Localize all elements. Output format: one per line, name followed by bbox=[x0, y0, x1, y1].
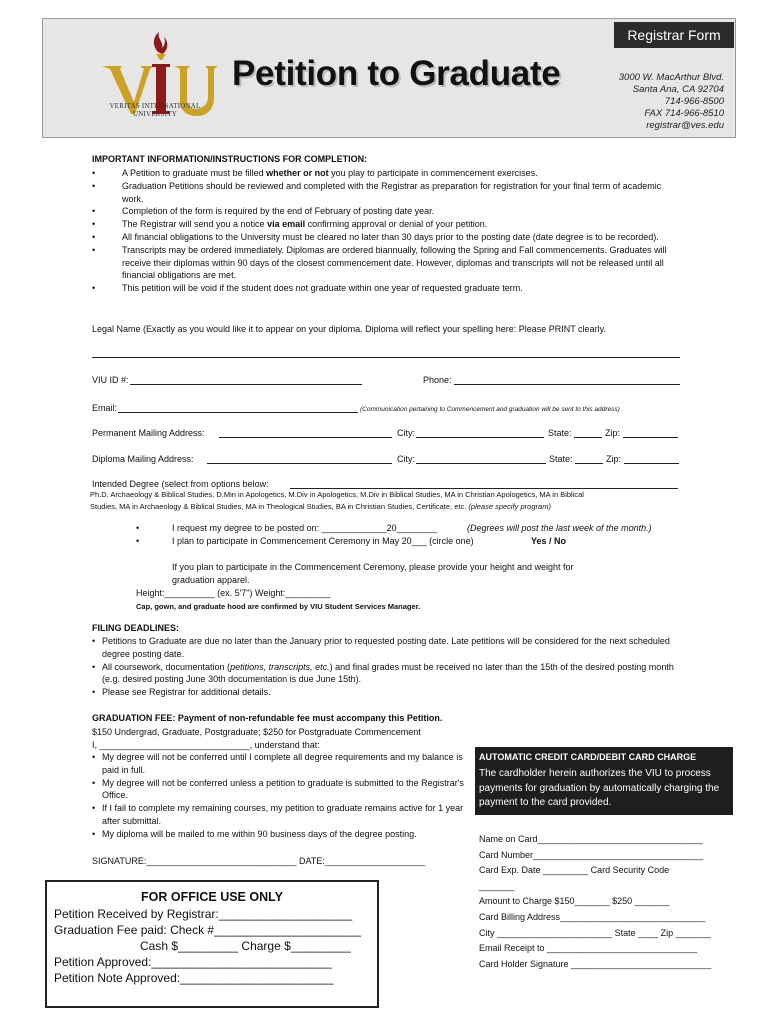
amount-to-charge-field[interactable]: Amount to Charge $150_______ $250 _______ bbox=[479, 896, 670, 907]
legal-name-field[interactable] bbox=[92, 357, 680, 358]
diploma-zip-label: Zip: bbox=[606, 454, 622, 464]
logo-university-name: VERITAS INTERNATIONAL UNIVERSITY bbox=[109, 102, 201, 118]
phone-field[interactable] bbox=[454, 384, 680, 385]
credit-card-authorization: The cardholder herein authorizes the VIU to process payments for graduation by automatically charging the payment to the card provided. bbox=[479, 768, 720, 809]
card-number-field[interactable]: Card Number__________________________________ bbox=[479, 849, 704, 860]
diploma-city-field[interactable] bbox=[416, 463, 546, 464]
instruction-item: • Completion of the form is required by the end of February of posting date year. bbox=[92, 205, 682, 218]
email-receipt-field[interactable]: Email Receipt to ______________________________ bbox=[479, 943, 698, 954]
instructions-list bbox=[92, 167, 682, 295]
office-row[interactable]: Petition Received by Registrar:____________________ bbox=[54, 907, 353, 921]
diploma-address-label: Diploma Mailing Address: bbox=[92, 454, 194, 464]
billing-address-field[interactable]: Card Billing Address_____________________________ bbox=[479, 911, 706, 922]
fee-term-item: • My diploma will be mailed to me within 90 business days of the degree posting. bbox=[92, 828, 466, 841]
yes-no-choice[interactable]: Yes / No bbox=[531, 536, 567, 546]
bullet: • bbox=[136, 536, 140, 546]
phone-label: Phone: bbox=[423, 375, 452, 385]
office-row[interactable]: Petition Approved:___________________________ bbox=[54, 955, 332, 969]
height-weight-instruction: If you plan to participate in the Commencement Ceremony, please provide your height and weight for bbox=[172, 562, 574, 572]
fee-understand-line[interactable]: I, ______________________________, understand that: bbox=[92, 740, 320, 750]
permanent-city-label: City: bbox=[397, 428, 415, 438]
permanent-zip-field[interactable] bbox=[623, 437, 678, 438]
permanent-zip-label: Zip: bbox=[605, 428, 621, 438]
address-line: 714-966-8500 bbox=[664, 96, 724, 107]
instruction-item: • The Registrar will send you a notice via email confirming approval or denial of your petition. bbox=[92, 218, 682, 231]
address-line: 3000 W. MacArthur Blvd. bbox=[618, 72, 724, 83]
graduation-fee-title: GRADUATION FEE: Payment of non-refundable fee must accompany this Petition. bbox=[92, 713, 443, 723]
deadline-item: • Please see Registrar for additional details. bbox=[92, 686, 682, 699]
legal-name-label: Legal Name (Exactly as you would like it to appear on your diploma. Diploma will reflect your spelling here: Please PRINT clearly. bbox=[92, 324, 606, 334]
deadline-item: • All coursework, documentation (petitions, transcripts, etc.) and final grades must be received no later than the 15th of the desired posting month (e.g. desired posting June 30th documentation is due June 15th). bbox=[92, 661, 682, 687]
signature-date-line[interactable]: SIGNATURE:______________________________ DATE:____________________ bbox=[92, 856, 425, 866]
office-row[interactable]: Petition Note Approved:_______________________ bbox=[54, 971, 334, 985]
card-holder-signature-field[interactable]: Card Holder Signature ____________________________ bbox=[479, 958, 712, 969]
degree-options-line: Studies, MA in Archaeology & Biblical Studies, MA in Theological Studies, BA in Christian Studies, Certificate, etc. (please specify program) bbox=[90, 502, 551, 511]
cap-gown-note: Cap, gown, and graduate hood are confirmed by VIU Student Services Manager. bbox=[136, 602, 421, 611]
instruction-item: • Graduation Petitions should be reviewed and completed with the Registrar as preparation for registration for your final term of academic work. bbox=[92, 180, 682, 206]
card-exp-field[interactable]: Card Exp. Date _________ Card Security Code bbox=[479, 865, 670, 876]
billing-city-state-zip-field[interactable]: City _______________________ State ____ Zip _______ bbox=[479, 927, 711, 938]
email-field[interactable] bbox=[118, 412, 358, 413]
office-use-title: FOR OFFICE USE ONLY bbox=[141, 890, 283, 904]
diploma-address-field[interactable] bbox=[207, 463, 392, 464]
diploma-zip-field[interactable] bbox=[624, 463, 679, 464]
fee-term-item: • My degree will not be conferred until I complete all degree requirements and my balance is paid in full. bbox=[92, 751, 466, 777]
fee-term-item: • My degree will not be conferred unless a petition to graduate is submitted to the Registrar's Office. bbox=[92, 777, 466, 803]
filing-deadlines-title: FILING DEADLINES: bbox=[92, 623, 179, 633]
intended-degree-label: Intended Degree (select from options below: bbox=[92, 479, 269, 489]
office-row[interactable]: Graduation Fee paid: Check #______________________ bbox=[54, 923, 361, 937]
office-use-box bbox=[45, 880, 379, 1008]
height-weight-instruction: graduation apparel. bbox=[172, 575, 250, 585]
instruction-item: • Transcripts may be ordered immediately. Diplomas are ordered biannually, following the Spring and Fall commencements. Graduates will receive their diplomas within 90 days of the closest commencement date. However, diplomas and transcripts will not be released until all financial obligations are met. bbox=[92, 244, 682, 282]
address-line: FAX 714-966-8510 bbox=[644, 108, 724, 119]
viu-id-label: VIU ID #: bbox=[92, 375, 129, 385]
address-line: Santa Ana, CA 92704 bbox=[632, 84, 724, 95]
instruction-item: • This petition will be void if the student does not graduate within one year of requested graduate term. bbox=[92, 282, 682, 295]
ceremony-participation: I plan to participate in Commencement Ceremony in May 20___ (circle one) bbox=[172, 536, 474, 546]
name-on-card-field[interactable]: Name on Card_________________________________ bbox=[479, 834, 703, 844]
diploma-city-label: City: bbox=[397, 454, 415, 464]
diploma-state-field[interactable] bbox=[575, 463, 603, 464]
credit-card-title: AUTOMATIC CREDIT CARD/DEBIT CARD CHARGE bbox=[479, 752, 697, 762]
registrar-address bbox=[619, 72, 724, 132]
fee-term-item: • If I fail to complete my remaining courses, my petition to graduate remains active for 1 year after submittal. bbox=[92, 802, 466, 828]
email-note: (Communication pertaining to Commencement and graduation will be sent to this address) bbox=[360, 406, 620, 413]
registrar-form-tab: Registrar Form bbox=[614, 22, 734, 48]
page-title: Petition to Graduate bbox=[232, 54, 561, 93]
permanent-state-field[interactable] bbox=[574, 437, 602, 438]
permanent-city-field[interactable] bbox=[416, 437, 544, 438]
credit-card-panel bbox=[475, 747, 733, 815]
height-weight-fields[interactable]: Height:__________ (ex. 5'7") Weight:_________ bbox=[136, 588, 331, 598]
viu-id-field[interactable] bbox=[130, 384, 362, 385]
office-row[interactable]: Cash $_________ Charge $_________ bbox=[140, 939, 351, 953]
permanent-address-label: Permanent Mailing Address: bbox=[92, 428, 205, 438]
diploma-state-label: State: bbox=[549, 454, 573, 464]
instructions-title: IMPORTANT INFORMATION/INSTRUCTIONS FOR COMPLETION: bbox=[92, 154, 368, 164]
degree-options-line: Ph.D. Archaeology & Biblical Studies, D.Min in Apologetics, M.Div in Apologetics, M.Div in Biblical Studies, MA in Christian Apologetics, MA in Biblical bbox=[90, 490, 584, 499]
card-security-field[interactable]: _______ bbox=[479, 880, 515, 891]
instruction-item: • A Petition to graduate must be filled whether or not you play to participate in commencement exercises. bbox=[92, 167, 682, 180]
degree-options bbox=[90, 489, 680, 513]
fee-terms-list bbox=[92, 751, 466, 841]
instruction-item: • All financial obligations to the University must be cleared no later than 30 days prior to the posting date (date degree is to be recorded). bbox=[92, 231, 682, 244]
deadline-item: • Petitions to Graduate are due no later than the January prior to requested posting date. Late petitions will be considered for the next scheduled degree posting date. bbox=[92, 635, 682, 661]
email-label: Email: bbox=[92, 403, 118, 413]
address-line: registrar@ves.edu bbox=[646, 120, 724, 131]
post-date-note: (Degrees will post the last week of the month.) bbox=[467, 523, 652, 533]
filing-deadlines-list bbox=[92, 635, 682, 699]
permanent-address-field[interactable] bbox=[219, 437, 392, 438]
credit-card-fields bbox=[479, 832, 735, 972]
torch-flame-icon bbox=[154, 32, 167, 54]
bullet: • bbox=[136, 523, 140, 533]
post-date-request[interactable]: I request my degree to be posted on: _____________20________ bbox=[172, 523, 437, 533]
permanent-state-label: State: bbox=[548, 428, 572, 438]
fee-amounts: $150 Undergrad, Graduate, Postgraduate; $250 for Postgraduate Commencement bbox=[92, 727, 421, 737]
